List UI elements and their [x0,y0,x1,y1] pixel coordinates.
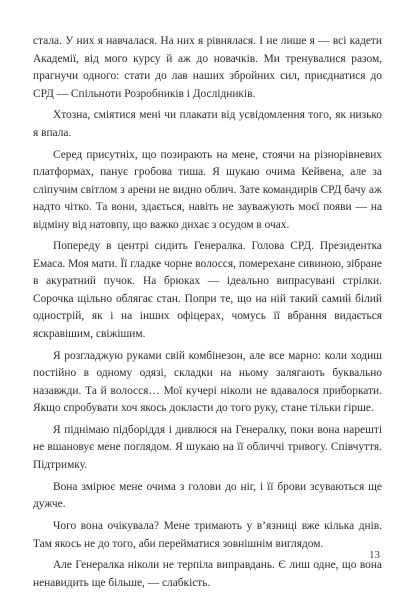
paragraph-7: Вона змірює мене очима з голови до ніг, і її брови зсуваються ще дужче. [33,480,382,511]
paragraph-9: Але Генералка ніколи не терпіла виправдань. Є лиш одне, що вона ненавидить ще більше, — слабкість. [33,559,382,589]
paragraph-6: Я піднімаю підборіддя і дивлюся на Генералку, поки вона нарешті не вшановує мене поглядом. Я шукаю на її обличчі тривогу. Співчуття. Підтримку. [33,423,382,471]
paragraph-1: стала. У них я навчалася. На них я рівнялася. І не лише я — всі кадети Академії, від мого курсу й аж до новачків. Ми тренувалися разом, прагнучи одного: стати до лав наших збройних сил, приєднатися до СРД — Спільноти Розробників і Дослідників. [33,35,382,100]
paragraph-5: Я розгладжую руками свій комбінезон, але все марно: коли ходиш постійно в одному одязі, складки на ньому залягають буквально назавжди. Та й волосся… Мої кучері ніколи не вдавалося приборкати. Якщо спробувати хоч якось докласти до того руку, стане тільки гірше. [33,349,382,415]
paragraph-4: Попереду в центрі сидить Генералка. Голова СРД. Президентка Емаса. Моя мати. Її гладке чорне волосся, померехане сивиною, зібране в акуратний пучок. На брюках — ідеально випрасувані стрілки. Сорочка щільно облягає стан. Попри те, що на ній такий самий білий однострій, як і на інших офіцерах, чомусь її вбрання видається яскравішим, свіжішим. [33,240,382,340]
body-text [33,33,382,597]
paragraph-3: Серед присутніх, що позирають на мене, стоячи на різнорівневих платформах, панує гробова тиша. Я шукаю очима Кейвена, але за сліпучим світлом з арени не видно облич. Зате командирів СРД бачу аж надто чітко. Та вони, здається, навіть не зауважують моєї появи — на відміну від натовпу, що важко дихає з осудом в очах. [33,148,382,231]
paragraph-8: Чого вона очікувала? Мене тримають у в’язниці вже кілька днів. Там якось не до того, аби перейматися зовнішнім виглядом. [33,520,382,550]
paragraph-2: Хтозна, сміятися мені чи плакати від усвідомлення того, як низько я впала. [33,109,382,139]
page-number: 13 [369,549,380,561]
